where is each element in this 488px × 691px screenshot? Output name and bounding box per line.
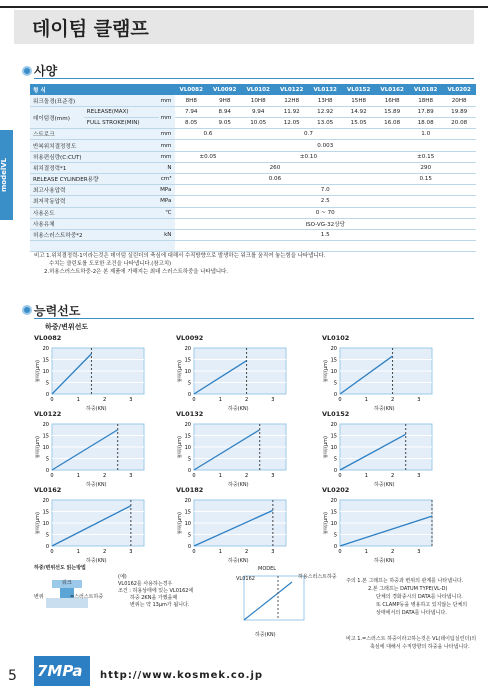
chart-xlabel: 하중(KN)	[228, 406, 249, 412]
perf-section-heading: 능력선도	[34, 304, 81, 318]
chart-title: VL0122	[34, 410, 62, 418]
y-tick-label: 20	[184, 422, 191, 428]
x-tick-label: 2	[390, 549, 395, 555]
y-tick-label: 0	[333, 544, 337, 550]
spec-row	[30, 106, 476, 117]
y-tick-label: 20	[42, 498, 49, 504]
row-unit: mm	[159, 129, 175, 140]
example-title: (예)	[118, 574, 127, 580]
page-number: 5	[8, 668, 17, 684]
caution-1: 주의 1.본 그래프는 하중과 변위의 관계를 나타냅니다.	[346, 578, 464, 584]
cell: ISO-VG-32상당	[175, 218, 477, 229]
x-tick-label: 3	[129, 549, 133, 555]
y-tick-label: 5	[187, 532, 191, 539]
y-tick-label: 20	[42, 422, 49, 428]
cell: 9.05	[208, 118, 241, 129]
x-tick-label: 0	[338, 473, 342, 479]
spec-row	[30, 162, 476, 173]
stroke-end-chart-label: 허용스러스트하중	[298, 574, 337, 580]
cell	[375, 241, 442, 252]
model-col: VL0152	[342, 84, 375, 95]
y-tick-label: 20	[330, 346, 337, 352]
y-tick-label: 20	[330, 498, 337, 504]
y-tick-label: 0	[45, 392, 49, 398]
cell: 9H8	[208, 95, 241, 106]
spec-row	[30, 129, 476, 140]
y-tick-label: 10	[184, 445, 191, 451]
chart-xlabel: 하중(KN)	[86, 558, 107, 564]
y-tick-label: 0	[45, 544, 49, 550]
cell: 8.94	[208, 106, 241, 117]
side-tab: modelVL	[0, 130, 13, 220]
cell	[241, 241, 274, 252]
row-unit: mm	[159, 106, 175, 128]
y-tick-label: 10	[42, 369, 49, 375]
row-label: RELEASE CYLINDER용량	[30, 174, 159, 185]
x-tick-label: 1	[364, 549, 368, 555]
y-tick-label: 15	[184, 433, 191, 440]
row-label: 워크돌경(표준경)	[30, 95, 159, 106]
cell	[275, 241, 375, 252]
spec-table	[30, 84, 476, 252]
cell: 0.6	[175, 129, 242, 140]
cell: 15.05	[342, 118, 375, 129]
load-displacement-chart	[322, 334, 450, 412]
x-tick-label: 0	[50, 473, 54, 479]
row-unit: MPa	[159, 185, 175, 196]
y-tick-label: 0	[187, 544, 191, 550]
y-tick-label: 10	[184, 521, 191, 527]
chart-plot	[322, 342, 442, 404]
row-sublabel: RELEASE(MAX)	[84, 106, 159, 117]
spec-note-3: 2.허용스러스트하중-2은 본 제품에 가해지는 최대 스러스트하중을 나타냅니다.	[44, 269, 228, 275]
model-col: VL0082	[175, 84, 208, 95]
row-label: 사용유체	[30, 218, 159, 229]
chart-plot	[322, 494, 442, 556]
x-tick-label: 3	[417, 397, 421, 403]
row-label: 사용온도	[30, 207, 159, 218]
example-xlabel: 하중(KN)	[255, 632, 276, 638]
cell: 0.06	[175, 174, 376, 185]
spec-section-rule	[34, 78, 474, 79]
page-title: 데이텀 클램프	[14, 10, 474, 44]
x-tick-label: 1	[76, 397, 80, 403]
row-sublabel: FULL STROKE(MIN)	[84, 118, 159, 129]
chart-title: VL0082	[34, 334, 62, 342]
row-unit: cm³	[159, 174, 175, 185]
cell: 2.5	[175, 196, 477, 207]
chart-ylabel: 변위(μm)	[35, 436, 41, 458]
example-line-4: 변위는 약 13μm가 됩니다.	[130, 602, 190, 608]
load-displacement-chart	[176, 410, 304, 488]
website-link[interactable]: http://www.kosmek.co.jp	[100, 670, 264, 681]
y-tick-label: 5	[333, 380, 337, 387]
chart-title: VL0202	[322, 486, 350, 494]
remark-2: 축심에 대해서 수직방향의 하중을 나타냅니다.	[370, 644, 470, 650]
x-tick-label: 2	[102, 397, 107, 403]
chart-title: VL0152	[322, 410, 350, 418]
caution-4: 또 CLAMP등을 병용하고 있지않는 단체의	[376, 602, 468, 608]
cell: 18H8	[409, 95, 442, 106]
chart-ylabel: 변위(μm)	[35, 512, 41, 534]
reading-method-title: 하중/변위선도 읽는방법	[34, 565, 86, 571]
example-line-2: 조건 : 허용상태에 있는 VL0162에	[118, 588, 194, 594]
cell: 17.89	[409, 106, 442, 117]
x-tick-label: 1	[76, 473, 80, 479]
spec-row	[30, 229, 476, 240]
cell	[175, 241, 242, 252]
y-tick-label: 15	[42, 509, 49, 516]
y-tick-label: 0	[333, 392, 337, 398]
top-rule	[0, 6, 488, 8]
model-col: VL0092	[208, 84, 241, 95]
chart-plot	[34, 418, 154, 480]
model-col: VL0102	[241, 84, 274, 95]
x-tick-label: 3	[271, 549, 275, 555]
chart-xlabel: 하중(KN)	[374, 558, 395, 564]
model-label: MODEL	[258, 566, 277, 572]
cell: 18.08	[409, 118, 442, 129]
x-tick-label: 3	[129, 397, 133, 403]
cell: 7.0	[175, 185, 477, 196]
y-tick-label: 5	[187, 456, 191, 463]
cell: 8.05	[175, 118, 208, 129]
y-tick-label: 15	[330, 509, 337, 516]
chart-plot	[176, 418, 296, 480]
y-tick-label: 0	[187, 392, 191, 398]
caution-5: 상태에서의 DATA를 나타냅니다.	[376, 610, 447, 616]
y-tick-label: 15	[184, 509, 191, 516]
y-tick-label: 10	[42, 445, 49, 451]
chart-plot	[322, 418, 442, 480]
load-displacement-chart	[176, 334, 304, 412]
load-displacement-chart	[322, 410, 450, 488]
y-tick-label: 20	[42, 346, 49, 352]
cell: 1.0	[375, 129, 476, 140]
cell: 19.89	[442, 106, 476, 117]
cell: 15H8	[342, 95, 375, 106]
chart-ylabel: 변위(μm)	[177, 360, 183, 382]
y-tick-label: 0	[333, 468, 337, 474]
section-bullet-icon	[22, 66, 32, 76]
cell: 1.5	[175, 229, 477, 240]
cell: ±0.15	[375, 151, 476, 162]
x-tick-label: 3	[129, 473, 133, 479]
workpiece-label: 워크	[62, 580, 72, 586]
cell: 10H8	[241, 95, 274, 106]
row-unit: N	[159, 162, 175, 173]
x-tick-label: 0	[338, 397, 342, 403]
load-displacement-chart	[176, 486, 304, 564]
x-tick-label: 1	[218, 473, 222, 479]
cell: 16H8	[375, 95, 408, 106]
cell: 13H8	[308, 95, 341, 106]
x-tick-label: 0	[50, 549, 54, 555]
stroke-end-label: =스러스트하중	[70, 594, 104, 600]
chart-title: VL0182	[176, 486, 204, 494]
caution-2: 2.본 그래프는 DATUM TYPE(VL-D)	[368, 586, 448, 592]
row-unit: MPa	[159, 196, 175, 207]
row-unit: mm	[159, 151, 175, 162]
cell: 20.08	[442, 118, 476, 129]
spec-row	[30, 118, 476, 129]
x-tick-label: 2	[102, 549, 107, 555]
x-tick-label: 2	[390, 397, 395, 403]
x-tick-label: 2	[244, 473, 249, 479]
cell: 0.15	[375, 174, 476, 185]
load-displacement-chart	[34, 410, 162, 488]
chart-title: VL0102	[322, 334, 350, 342]
cell: 13.05	[308, 118, 341, 129]
y-tick-label: 15	[330, 357, 337, 364]
spec-row	[30, 174, 476, 185]
spec-row	[30, 241, 476, 252]
x-tick-label: 0	[192, 549, 196, 555]
cell: 0.7	[241, 129, 375, 140]
row-unit: mm	[159, 140, 175, 151]
y-tick-label: 15	[330, 433, 337, 440]
row-label: 데이텀경(mm)	[30, 106, 84, 128]
y-tick-label: 0	[45, 468, 49, 474]
spec-row	[30, 185, 476, 196]
chart-plot	[176, 494, 296, 556]
row-unit: mm	[159, 95, 175, 106]
y-tick-label: 10	[184, 369, 191, 375]
row-unit	[159, 241, 175, 252]
x-tick-label: 0	[192, 473, 196, 479]
cell: 12.05	[275, 118, 308, 129]
y-tick-label: 15	[184, 357, 191, 364]
cell	[442, 241, 476, 252]
cell: 11.92	[275, 106, 308, 117]
row-unit	[159, 218, 175, 229]
chart-ylabel: 변위(μm)	[323, 360, 329, 382]
x-tick-label: 3	[417, 549, 421, 555]
spec-row	[30, 207, 476, 218]
displacement-label: 변위	[34, 594, 44, 600]
y-tick-label: 5	[45, 456, 49, 463]
cell: 10.05	[241, 118, 274, 129]
chart-title: VL0092	[176, 334, 204, 342]
y-tick-label: 10	[330, 445, 337, 451]
example-vl-label: VL0162	[236, 576, 255, 582]
cell: ±0.10	[241, 151, 375, 162]
row-label: 최고사용압력	[30, 185, 159, 196]
cell: 12.92	[308, 106, 341, 117]
x-tick-label: 3	[271, 397, 275, 403]
chart-ylabel: 변위(μm)	[323, 512, 329, 534]
row-label: 최저작동압력	[30, 196, 159, 207]
cell: 15.89	[375, 106, 408, 117]
cell: 260	[175, 162, 376, 173]
spec-note-2: 수치는 클린토를 도포한 조건을 나타냅니다.(참고치)	[49, 261, 172, 267]
y-tick-label: 10	[330, 369, 337, 375]
brand-logo: 7MPa	[34, 656, 90, 686]
load-displacement-chart	[34, 486, 162, 564]
y-tick-label: 5	[187, 380, 191, 387]
cell: 290	[375, 162, 476, 173]
row-label: 허용편심량(C:CUT)	[30, 151, 159, 162]
y-tick-label: 10	[42, 521, 49, 527]
chart-title: VL0162	[34, 486, 62, 494]
y-tick-label: 15	[42, 357, 49, 364]
model-col: VL0182	[409, 84, 442, 95]
y-tick-label: 10	[330, 521, 337, 527]
cell: 7.94	[175, 106, 208, 117]
y-tick-label: 5	[333, 532, 337, 539]
spec-header-label: 형 식	[30, 84, 175, 95]
x-tick-label: 2	[102, 473, 107, 479]
chart-ylabel: 변위(μm)	[177, 436, 183, 458]
x-tick-label: 2	[244, 549, 249, 555]
remark-1: 비고 1.=스러스트 하중이라고하는것은 VL(데이텀실린더)의	[346, 636, 477, 642]
chart-xlabel: 하중(KN)	[374, 406, 395, 412]
spec-row	[30, 151, 476, 162]
cell: 8H8	[175, 95, 208, 106]
y-tick-label: 0	[187, 468, 191, 474]
model-col: VL0162	[375, 84, 408, 95]
caution-3: 단체의 경화종시의 DATA를 나타냅니다.	[376, 594, 463, 600]
cell: ±0.05	[175, 151, 242, 162]
spec-row	[30, 95, 476, 106]
x-tick-label: 2	[390, 473, 395, 479]
chart-ylabel: 변위(μm)	[323, 436, 329, 458]
spec-section-heading: 사양	[34, 64, 58, 78]
chart-xlabel: 하중(KN)	[228, 482, 249, 488]
y-tick-label: 5	[45, 532, 49, 539]
row-label: 위치결정력*1	[30, 162, 159, 173]
x-tick-label: 1	[364, 473, 368, 479]
row-label: 반복위치결정정도	[30, 140, 159, 151]
chart-plot	[176, 342, 296, 404]
x-tick-label: 3	[271, 473, 275, 479]
spec-row	[30, 218, 476, 229]
load-displacement-chart	[34, 334, 162, 412]
row-label: 스트로크	[30, 129, 159, 140]
cell: 0 ~ 70	[175, 207, 477, 218]
cell: 12H8	[275, 95, 308, 106]
chart-xlabel: 하중(KN)	[228, 558, 249, 564]
x-tick-label: 0	[338, 549, 342, 555]
chart-xlabel: 하중(KN)	[86, 406, 107, 412]
perf-subheading: 하중/변위선도	[45, 323, 89, 331]
cell: 9.94	[241, 106, 274, 117]
section-bullet-icon	[22, 305, 32, 315]
spec-note-1: 비고 1.위치결정력-1이라는것은 데이텀 실린더의 축심에 대해서 수직방향으로 발생하는 워크를 움직여 놓는힘을 나타냅니다.	[34, 253, 326, 259]
y-tick-label: 5	[333, 456, 337, 463]
spec-header-row	[30, 84, 476, 95]
chart-ylabel: 변위(μm)	[35, 360, 41, 382]
model-col: VL0122	[275, 84, 308, 95]
model-col: VL0202	[442, 84, 476, 95]
x-tick-label: 1	[364, 397, 368, 403]
x-tick-label: 1	[76, 549, 80, 555]
load-displacement-chart	[322, 486, 450, 564]
x-tick-label: 1	[218, 549, 222, 555]
x-tick-label: 3	[417, 473, 421, 479]
chart-ylabel: 변위(μm)	[177, 512, 183, 534]
y-tick-label: 15	[42, 433, 49, 440]
x-tick-label: 0	[50, 397, 54, 403]
row-label: 허용스러스트하중*2	[30, 229, 159, 240]
chart-plot	[34, 494, 154, 556]
chart-xlabel: 하중(KN)	[86, 482, 107, 488]
example-line-3: 하중 2KN을 가했을때	[130, 595, 178, 601]
perf-section-rule	[34, 318, 474, 319]
chart-plot	[34, 342, 154, 404]
cell: 16.08	[375, 118, 408, 129]
example-line-1: VL0162를 사용하는경우	[118, 581, 173, 587]
x-tick-label: 2	[244, 397, 249, 403]
row-unit: kN	[159, 229, 175, 240]
chart-xlabel: 하중(KN)	[374, 482, 395, 488]
y-tick-label: 20	[184, 346, 191, 352]
y-tick-label: 20	[330, 422, 337, 428]
cell: 0.003	[175, 140, 477, 151]
model-col: VL0132	[308, 84, 341, 95]
y-tick-label: 20	[184, 498, 191, 504]
cell: 20H8	[442, 95, 476, 106]
y-tick-label: 5	[45, 380, 49, 387]
spec-row	[30, 196, 476, 207]
row-label	[30, 241, 159, 252]
cell: 14.92	[342, 106, 375, 117]
chart-title: VL0132	[176, 410, 204, 418]
x-tick-label: 0	[192, 397, 196, 403]
spec-row	[30, 140, 476, 151]
row-unit: ℃	[159, 207, 175, 218]
x-tick-label: 1	[218, 397, 222, 403]
